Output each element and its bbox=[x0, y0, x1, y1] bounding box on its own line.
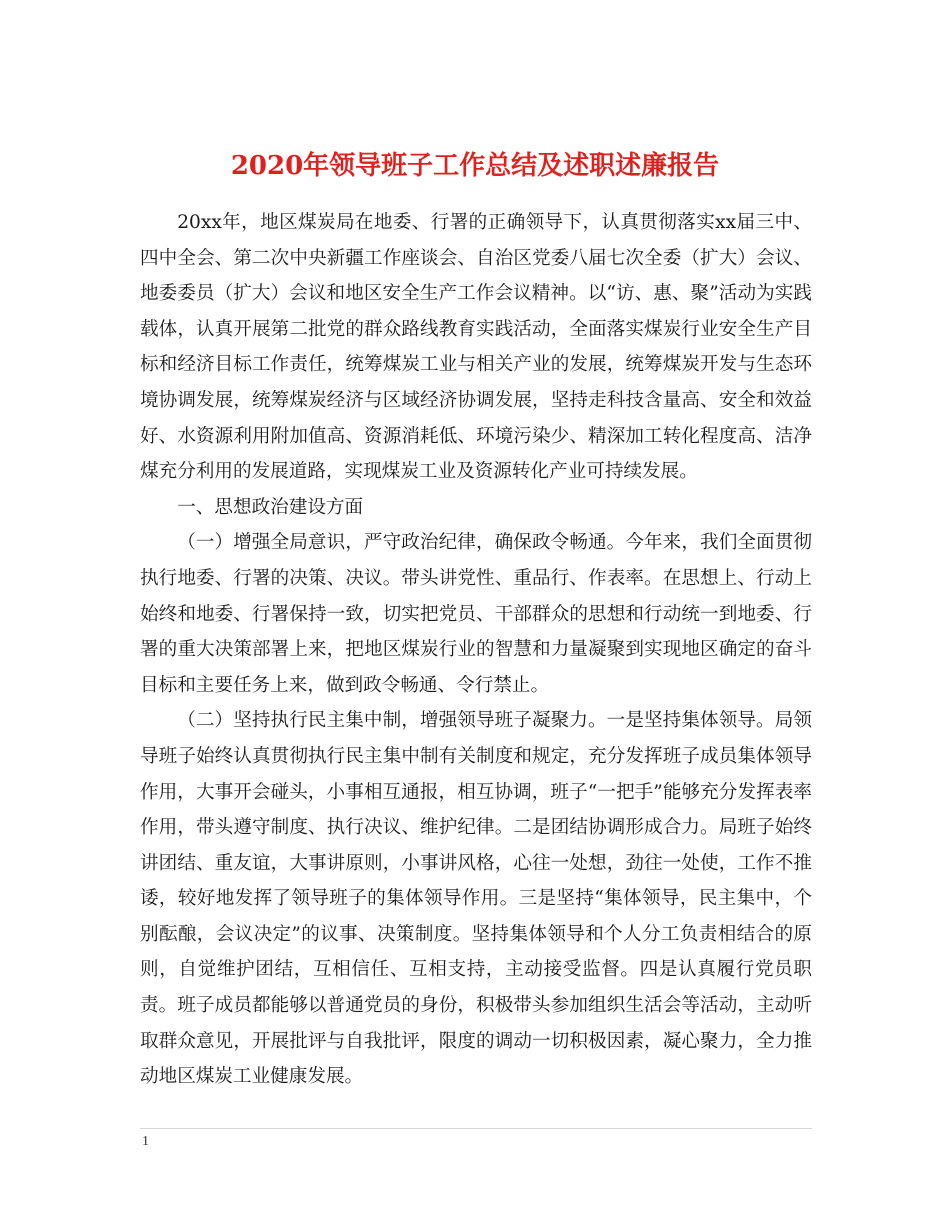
document-body bbox=[140, 205, 812, 1095]
subsection-paragraph-1: （一）增强全局意识，严守政治纪律，确保政令畅通。今年来，我们全面贯彻执行地委、行署的决策、决议。带头讲党性、重品行、作表率。在思想上、行动上始终和地委、行署保持一致，切实把党员、干部群众的思想和行动统一到地委、行署的重大决策部署上来，把地区煤炭行业的智慧和力量凝聚到实现地区确定的奋斗目标和主要任务上来，做到政令畅通、令行禁止。 bbox=[140, 532, 812, 696]
section-heading: 一、思想政治建设方面 bbox=[177, 496, 364, 518]
intro-paragraph: 20xx年，地区煤炭局在地委、行署的正确领导下，认真贯彻落实xx届三中、四中全会、第二次中央新疆工作座谈会、自治区党委八届七次全委（扩大）会议、地委委员（扩大）会议和地区安全生产工作会议精神。以“访、惠、聚”活动为实践载体，认真开展第二批党的群众路线教育实践活动，全面落实煤炭行业安全生产目标和经济目标工作责任，统筹煤炭工业与相关产业的发展，统筹煤炭开发与生态环境协调发展，统筹煤炭经济与区域经济协调发展，坚持走科技含量高、安全和效益好、水资源利用附加值高、资源消耗低、环境污染少、精深加工转化程度高、洁净煤充分利用的发展道路，实现煤炭工业及资源转化产业可持续发展。 bbox=[140, 212, 812, 483]
subsection-paragraph-2: （二）坚持执行民主集中制，增强领导班子凝聚力。一是坚持集体领导。局领导班子始终认真贯彻执行民主集中制有关制度和规定，充分发挥班子成员集体领导作用，大事开会碰头，小事相互通报，相互协调，班子“一把手”能够充分发挥表率作用，带头遵守制度、执行决议、维护纪律。二是团结协调形成合力。局班子始终讲团结、重友谊，大事讲原则，小事讲风格，心往一处想，劲往一处使，工作不推诿，较好地发挥了领导班子的集体领导作用。三是坚持“集体领导，民主集中，个别酝酿，会议决定”的议事、决策制度。坚持集体领导和个人分工负责相结合的原则，自觉维护团结，互相信任、互相支持，主动接受监督。四是认真履行党员职责。班子成员都能够以普通党员的身份，积极带头参加组织生活会等活动，主动听取群众意见，开展批评与自我批评，限度的调动一切积极因素，凝心聚力，全力推动地区煤炭工业健康发展。 bbox=[140, 710, 812, 1088]
document-title: 2020年领导班子工作总结及述职述廉报告 bbox=[230, 151, 720, 182]
footer-divider bbox=[140, 1128, 812, 1129]
page-number: 1 bbox=[142, 1134, 149, 1149]
